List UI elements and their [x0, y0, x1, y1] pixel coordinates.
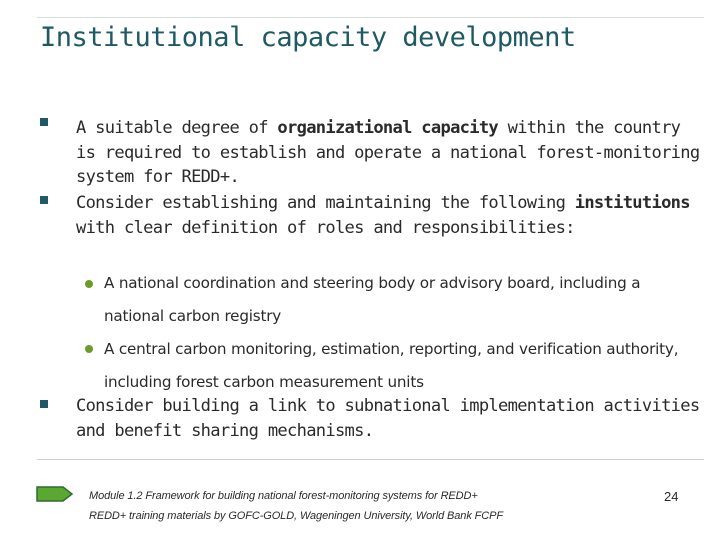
bullet-text: Consider establishing and maintaining the following [76, 193, 575, 213]
bullet-text: within the country is required to establish and operate a national forest-monitoring system for REDD+. [76, 118, 700, 187]
bullet-subnational-link: Consider building a link to subnational implementation activities and benefit sharing mechanisms. [76, 396, 700, 441]
arrow-icon [36, 484, 74, 504]
round-bullet-icon [85, 345, 93, 353]
page-number: 24 [664, 489, 679, 504]
slide-title: Institutional capacity development [40, 22, 576, 53]
bullet-emphasis: institutions [574, 193, 690, 213]
footer-text [89, 486, 609, 526]
sub-bullet-coordination-body: A national coordination and steering body or advisory board, including a national carbon registry [104, 274, 641, 325]
bullet-text: with clear definition of roles and responsibilities: [76, 217, 575, 238]
bullet-organizational-capacity [76, 116, 706, 190]
footer-divider [37, 459, 704, 460]
sub-bullet-carbon-authority: A central carbon monitoring, estimation, reporting, and verification authority, including forest carbon measurement units [104, 340, 679, 391]
top-divider [37, 17, 704, 18]
footer-credits-line: REDD+ training materials by GOFC-GOLD, Wageningen University, World Bank FCPF [89, 510, 503, 522]
bullet-text: A suitable degree of [76, 118, 278, 138]
square-bullet-icon [40, 118, 48, 126]
square-bullet-icon [40, 196, 48, 204]
footer-module-line: Module 1.2 Framework for building national forest-monitoring systems for REDD+ [89, 490, 478, 502]
bullet-institutions [76, 191, 706, 240]
round-bullet-icon [85, 280, 93, 288]
bullet-emphasis: organizational capacity [277, 118, 499, 138]
square-bullet-icon [40, 400, 48, 408]
